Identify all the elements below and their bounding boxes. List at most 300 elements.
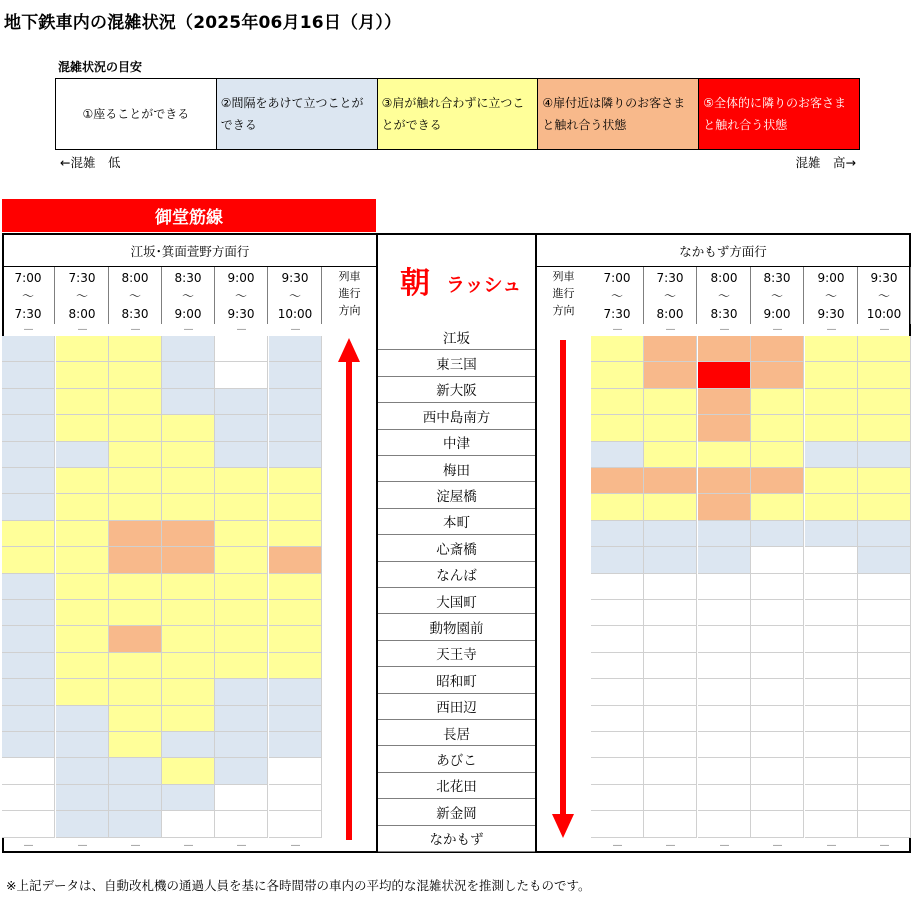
southbound-congestion-cell [644,415,697,441]
southbound-congestion-cell [644,732,697,758]
northbound-congestion-cell [2,468,55,494]
direction-label-line: 進行 [338,287,361,300]
northbound-congestion-cell [269,785,322,811]
time-slot-from: 8:30 [174,270,202,285]
northbound-congestion-cell [2,653,55,679]
northbound-no-data-dash: — [23,324,34,335]
time-slot-from: 9:30 [870,270,898,285]
northbound-congestion-cell [56,494,109,520]
northbound-congestion-cell [56,362,109,388]
northbound-congestion-cell [109,336,162,362]
southbound-no-data-dash: — [826,840,837,851]
southbound-congestion-cell [644,600,697,626]
southbound-no-data-dash: — [719,324,730,335]
northbound-congestion-cell [269,389,322,415]
northbound-congestion-cell [2,336,55,362]
page-title: 地下鉄車内の混雑状況（2025年06月16日（月）） [4,13,402,33]
northbound-congestion-cell [162,706,215,732]
southbound-congestion-cell [751,732,804,758]
time-slot-to: 7:30 [14,306,42,321]
northbound-congestion-cell [269,547,322,573]
northbound-congestion-cell [109,547,162,573]
southbound-congestion-cell [858,811,911,837]
southbound-no-data-dash: — [772,840,783,851]
southbound-no-data-dash: — [772,324,783,335]
time-slot-from: 7:30 [68,270,96,285]
northbound-congestion-cell [2,785,55,811]
northbound-congestion-cell [269,758,322,784]
direction-label-line: 列車 [338,270,361,283]
northbound-congestion-cell [162,785,215,811]
northbound-congestion-cell [109,653,162,679]
southbound-congestion-cell [805,732,858,758]
northbound-congestion-cell [162,362,215,388]
northbound-congestion-cell [215,574,268,600]
southbound-congestion-cell [858,494,911,520]
time-slot-to: 8:30 [121,306,149,321]
northbound-congestion-cell [269,362,322,388]
southbound-congestion-cell [591,706,644,732]
northbound-congestion-cell [215,706,268,732]
time-slot-to: 10:00 [277,306,313,321]
northbound-congestion-cell [162,653,215,679]
northbound-congestion-cell [56,574,109,600]
southbound-congestion-cell [751,415,804,441]
time-slot-from: 7:30 [656,270,684,285]
northbound-congestion-cell [269,521,322,547]
station-name: 昭和町 [378,667,535,693]
time-slot-to: 9:30 [817,306,845,321]
southbound-congestion-cell [698,600,751,626]
southbound-no-data-dash: — [665,324,676,335]
northbound-congestion-cell [215,336,268,362]
northbound-congestion-cell [2,362,55,388]
northbound-time-slot-header [269,267,322,324]
northbound-congestion-cell [2,706,55,732]
southbound-congestion-cell [644,811,697,837]
southbound-congestion-cell [805,600,858,626]
northbound-congestion-cell [2,811,55,837]
southbound-congestion-cell [805,758,858,784]
northbound-congestion-cell [162,336,215,362]
station-name: 江坂 [378,324,535,350]
southbound-congestion-cell [698,362,751,388]
southbound-time-slot-header [805,267,858,324]
northbound-congestion-cell [269,442,322,468]
southbound-congestion-cell [751,706,804,732]
northbound-congestion-cell [215,626,268,652]
southbound-congestion-cell [805,574,858,600]
northbound-no-data-dash: — [236,840,247,851]
southbound-congestion-cell [644,442,697,468]
southbound-congestion-cell [751,626,804,652]
time-slot-to: 9:30 [227,306,255,321]
southbound-congestion-cell [751,600,804,626]
southbound-congestion-cell [591,389,644,415]
northbound-direction-label [323,268,376,324]
southbound-congestion-cell [698,415,751,441]
southbound-congestion-cell [805,547,858,573]
station-name: あびこ [378,746,535,772]
northbound-congestion-cell [109,732,162,758]
southbound-congestion-cell [858,785,911,811]
southbound-no-data-dash: — [879,840,890,851]
northbound-congestion-cell [56,679,109,705]
southbound-time-slot-header [644,267,697,324]
southbound-congestion-cell [698,389,751,415]
southbound-congestion-cell [698,811,751,837]
northbound-no-data-dash: — [290,324,301,335]
northbound-no-data-dash: — [183,840,194,851]
northbound-no-data-dash: — [183,324,194,335]
northbound-congestion-cell [215,811,268,837]
northbound-congestion-cell [162,679,215,705]
time-slot-to: 8:30 [710,306,738,321]
time-slot-sep: ～ [610,288,623,303]
southbound-congestion-cell [644,362,697,388]
southbound-congestion-cell [858,679,911,705]
station-name: 淀屋橋 [378,482,535,508]
northbound-congestion-cell [269,653,322,679]
time-slot-sep: ～ [770,288,783,303]
southbound-congestion-cell [805,468,858,494]
northbound-congestion-cell [56,626,109,652]
station-name: 梅田 [378,456,535,482]
southbound-congestion-cell [751,494,804,520]
northbound-congestion-cell [215,679,268,705]
legend-high-label: 混雑 高→ [795,155,856,170]
legend-title: 混雑状況の目安 [58,60,143,74]
southbound-congestion-cell [698,732,751,758]
southbound-congestion-cell [644,626,697,652]
northbound-congestion-cell [162,626,215,652]
legend-level-3: ③肩が触れ合わずに立つことができる [377,79,538,149]
northbound-congestion-cell [2,547,55,573]
northbound-congestion-cell [109,811,162,837]
southbound-congestion-cell [698,336,751,362]
northbound-time-slot-header [56,267,109,324]
northbound-congestion-cell [162,468,215,494]
northbound-congestion-cell [109,494,162,520]
southbound-congestion-cell [644,336,697,362]
northbound-no-data-dash: — [77,840,88,851]
southbound-time-slot-header [751,267,804,324]
station-name: 長居 [378,720,535,746]
northbound-congestion-cell [269,600,322,626]
legend-level-1: ①座ることができる [56,79,216,149]
northbound-congestion-cell [56,468,109,494]
northbound-congestion-cell [162,521,215,547]
southbound-no-data-dash: — [612,324,623,335]
southbound-congestion-cell [858,521,911,547]
southbound-congestion-cell [858,600,911,626]
northbound-congestion-cell [56,600,109,626]
southbound-congestion-cell [751,547,804,573]
northbound-congestion-cell [215,415,268,441]
station-name: 新金岡 [378,799,535,825]
northbound-congestion-cell [2,626,55,652]
northbound-no-data-dash: — [130,324,141,335]
northbound-no-data-dash: — [23,840,34,851]
legend-low-label: ←混雑 低 [60,155,121,170]
southbound-congestion-cell [858,547,911,573]
southbound-congestion-cell [591,468,644,494]
southbound-congestion-cell [644,468,697,494]
southbound-congestion-cell [805,521,858,547]
southbound-congestion-cell [858,389,911,415]
northbound-congestion-cell [109,600,162,626]
northbound-congestion-cell [2,389,55,415]
southbound-no-data-dash: — [879,324,890,335]
northbound-congestion-cell [215,468,268,494]
time-slot-from: 7:00 [603,270,631,285]
southbound-congestion-cell [591,547,644,573]
direction-label-line: 方向 [552,304,575,317]
southbound-congestion-cell [698,442,751,468]
northbound-no-data-dash: — [130,840,141,851]
northbound-congestion-cell [56,811,109,837]
southbound-congestion-cell [591,653,644,679]
northbound-time-slot-header [162,267,215,324]
northbound-congestion-cell [109,468,162,494]
southbound-congestion-cell [858,336,911,362]
northbound-congestion-cell [109,442,162,468]
southbound-congestion-cell [858,415,911,441]
southbound-congestion-cell [644,706,697,732]
line-name-banner: 御堂筋線 [2,199,376,232]
southbound-no-data-dash: — [826,324,837,335]
northbound-congestion-cell [269,574,322,600]
northbound-congestion-cell [215,600,268,626]
northbound-congestion-cell [56,785,109,811]
northbound-congestion-cell [109,574,162,600]
southbound-congestion-cell [591,626,644,652]
northbound-congestion-cell [2,574,55,600]
time-slot-to: 8:00 [68,306,96,321]
northbound-congestion-cell [2,494,55,520]
southbound-congestion-cell [591,362,644,388]
southbound-congestion-cell [591,679,644,705]
southbound-congestion-cell [858,362,911,388]
time-slot-sep: ～ [717,288,730,303]
northbound-congestion-cell [269,626,322,652]
southbound-congestion-cell [591,521,644,547]
station-name: 東三国 [378,350,535,376]
station-name: 新大阪 [378,377,535,403]
northbound-congestion-cell [215,442,268,468]
southbound-congestion-cell [858,758,911,784]
southbound-congestion-cell [805,706,858,732]
southbound-congestion-cell [698,785,751,811]
southbound-congestion-cell [591,494,644,520]
station-name: 西田辺 [378,694,535,720]
northbound-congestion-cell [215,521,268,547]
northbound-congestion-cell [109,706,162,732]
southbound-congestion-cell [805,811,858,837]
southbound-no-data-dash: — [719,840,730,851]
southbound-congestion-cell [751,785,804,811]
time-slot-from: 8:30 [763,270,791,285]
southbound-arrow-icon [550,340,576,838]
time-slot-sep: ～ [234,288,247,303]
southbound-congestion-cell [644,653,697,679]
southbound-congestion-cell [805,626,858,652]
northbound-congestion-cell [269,679,322,705]
northbound-congestion-cell [109,758,162,784]
time-slot-sep: ～ [663,288,676,303]
southbound-congestion-cell [805,362,858,388]
station-name: 西中島南方 [378,403,535,429]
southbound-direction-label [537,268,590,324]
southbound-time-slot-header [858,267,911,324]
legend-level-4: ④扉付近は隣りのお客さまと触れ合う状態 [537,79,698,149]
northbound-congestion-cell [109,785,162,811]
station-name: なんば [378,562,535,588]
southbound-congestion-cell [805,653,858,679]
time-slot-from: 8:00 [121,270,149,285]
southbound-time-slot-header [591,267,644,324]
southbound-congestion-cell [698,679,751,705]
southbound-congestion-cell [805,415,858,441]
northbound-congestion-cell [56,653,109,679]
southbound-congestion-cell [591,415,644,441]
table-divider-right [535,233,537,853]
time-slot-to: 9:00 [174,306,202,321]
southbound-congestion-cell [698,758,751,784]
northbound-congestion-cell [2,521,55,547]
northbound-header: 江坂･箕面萱野方面行 [130,244,250,259]
northbound-congestion-cell [215,362,268,388]
southbound-congestion-cell [591,574,644,600]
southbound-congestion-cell [751,336,804,362]
northbound-congestion-cell [215,785,268,811]
northbound-congestion-cell [109,626,162,652]
northbound-congestion-cell [56,521,109,547]
station-name: 本町 [378,509,535,535]
time-slot-to: 7:30 [603,306,631,321]
southbound-congestion-cell [644,389,697,415]
southbound-congestion-cell [698,494,751,520]
southbound-congestion-cell [751,811,804,837]
northbound-congestion-cell [56,547,109,573]
southbound-congestion-cell [858,626,911,652]
northbound-congestion-cell [162,494,215,520]
legend-level-5: ⑤全体的に隣りのお客さまと触れ合う状態 [698,79,859,149]
southbound-congestion-cell [858,442,911,468]
southbound-congestion-cell [805,389,858,415]
southbound-congestion-cell [698,468,751,494]
northbound-congestion-cell [2,732,55,758]
southbound-congestion-cell [698,547,751,573]
southbound-congestion-cell [698,521,751,547]
northbound-congestion-cell [215,732,268,758]
southbound-congestion-cell [591,811,644,837]
southbound-congestion-cell [805,494,858,520]
southbound-congestion-cell [591,442,644,468]
southbound-congestion-cell [858,706,911,732]
northbound-congestion-cell [162,758,215,784]
station-name: 天王寺 [378,641,535,667]
southbound-congestion-cell [751,679,804,705]
southbound-congestion-cell [805,785,858,811]
southbound-congestion-cell [858,574,911,600]
time-slot-to: 10:00 [866,306,902,321]
southbound-no-data-dash: — [612,840,623,851]
northbound-congestion-cell [162,600,215,626]
direction-label-line: 方向 [338,304,361,317]
northbound-congestion-cell [215,758,268,784]
northbound-congestion-cell [56,758,109,784]
footnote: ※上記データは、自動改札機の通過人員を基に各時間帯の車内の平均的な混雑状況を推測したものです。 [6,878,591,893]
northbound-congestion-cell [2,415,55,441]
northbound-congestion-cell [109,521,162,547]
time-slot-from: 7:00 [14,270,42,285]
southbound-congestion-cell [751,521,804,547]
time-slot-sep: ～ [181,288,194,303]
northbound-congestion-cell [215,653,268,679]
southbound-congestion-cell [591,600,644,626]
station-name: 動物園前 [378,614,535,640]
northbound-congestion-cell [215,547,268,573]
northbound-congestion-cell [162,442,215,468]
southbound-congestion-cell [751,758,804,784]
northbound-congestion-cell [2,600,55,626]
station-name: 北花田 [378,773,535,799]
northbound-congestion-cell [162,732,215,758]
northbound-congestion-cell [109,415,162,441]
southbound-congestion-cell [751,574,804,600]
southbound-congestion-cell [644,785,697,811]
northbound-time-slot-header [215,267,268,324]
southbound-congestion-cell [805,336,858,362]
southbound-congestion-cell [751,442,804,468]
northbound-congestion-cell [269,706,322,732]
northbound-arrow-icon [336,338,362,840]
southbound-congestion-cell [805,679,858,705]
time-slot-sep: ～ [288,288,301,303]
station-name: 大国町 [378,588,535,614]
southbound-congestion-cell [698,574,751,600]
northbound-congestion-cell [215,389,268,415]
southbound-congestion-cell [751,362,804,388]
southbound-header: なかもず方面行 [679,244,767,259]
time-slot-from: 9:00 [817,270,845,285]
southbound-time-slot-header [698,267,751,324]
southbound-congestion-cell [698,706,751,732]
congestion-legend [55,78,860,150]
northbound-congestion-cell [162,415,215,441]
southbound-congestion-cell [805,442,858,468]
northbound-congestion-cell [162,389,215,415]
station-name: 中津 [378,430,535,456]
southbound-congestion-cell [644,494,697,520]
station-name: なかもず [378,826,535,852]
southbound-congestion-cell [858,732,911,758]
time-slot-to: 9:00 [763,306,791,321]
northbound-congestion-cell [109,362,162,388]
southbound-congestion-cell [751,389,804,415]
time-slot-sep: ～ [877,288,890,303]
northbound-congestion-cell [162,574,215,600]
southbound-congestion-cell [698,626,751,652]
southbound-congestion-cell [591,785,644,811]
southbound-congestion-cell [858,468,911,494]
time-slot-sep: ～ [21,288,34,303]
southbound-congestion-cell [591,758,644,784]
time-slot-from: 8:00 [710,270,738,285]
northbound-congestion-cell [2,758,55,784]
northbound-congestion-cell [56,706,109,732]
